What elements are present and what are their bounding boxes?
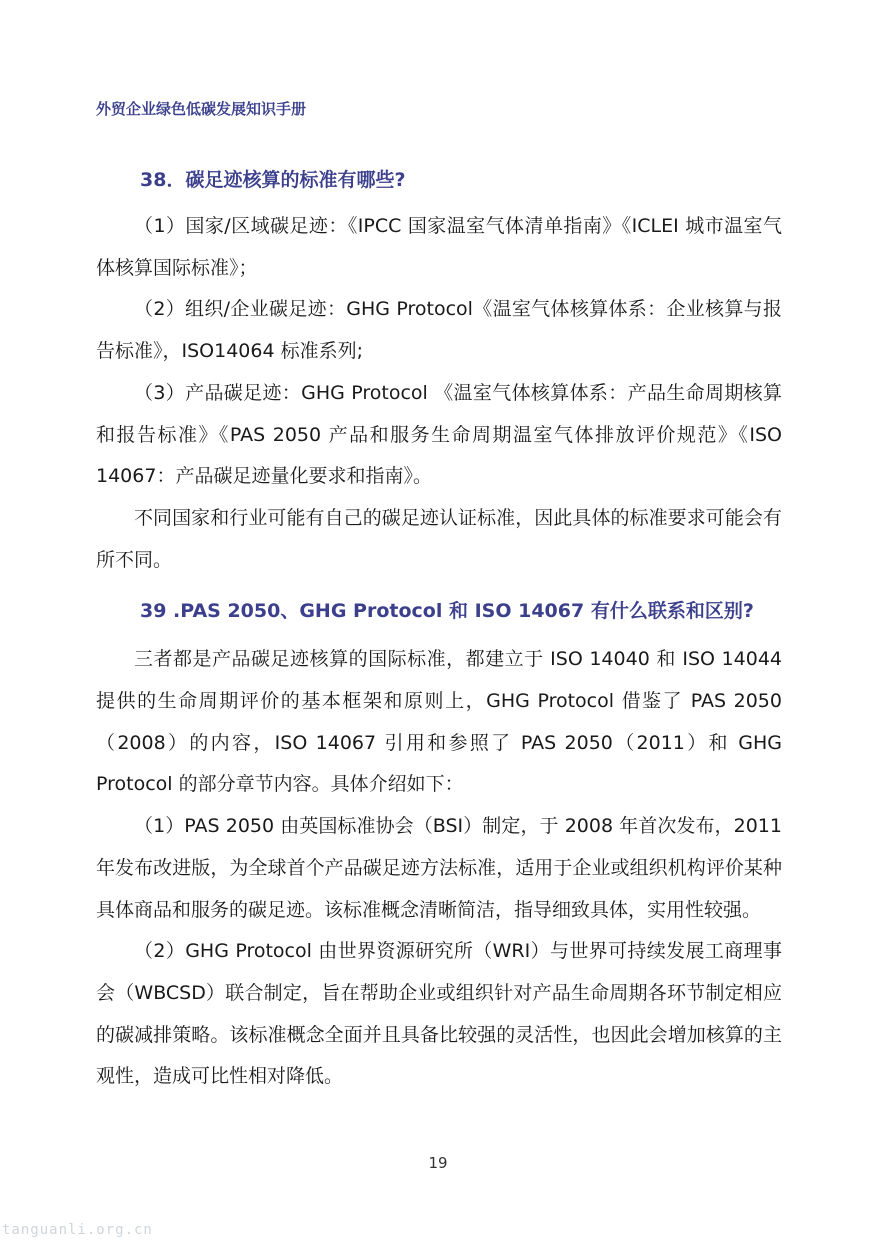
paragraph: 三者都是产品碳足迹核算的国际标准，都建立于 ISO 14040 和 ISO 14044 提供的生命周期评价的基本框架和原则上，GHG Protocol 借鉴了 PAS 2050（2008）的内容，ISO 14067 引用和参照了 PAS 2050（2011）和 GHG Protocol 的部分章节内容。具体介绍如下：	[96, 648, 782, 796]
paragraph: 不同国家和行业可能有自己的碳足迹认证标准，因此具体的标准要求可能会有所不同。	[96, 506, 782, 571]
section-38-body	[96, 206, 782, 581]
paragraph: （1）PAS 2050 由英国标准协会（BSI）制定，于 2008 年首次发布，2011 年发布改进版，为全球首个产品碳足迹方法标准，适用于企业或组织机构评价某种具体商品和服务的碳足迹。该标准概念清晰简洁，指导细致具体，实用性较强。	[96, 815, 782, 921]
page-content	[96, 160, 782, 1098]
running-header: 外贸企业绿色低碳发展知识手册	[96, 100, 307, 118]
watermark: tanguanli.org.cn	[2, 1222, 153, 1238]
paragraph: （1）国家/区域碳足迹：《IPCC 国家温室气体清单指南》《ICLEI 城市温室气体核算国际标准》；	[96, 215, 782, 279]
section-39-body	[96, 639, 782, 1098]
paragraph: （3）产品碳足迹：GHG Protocol 《温室气体核算体系：产品生命周期核算和报告标准》《PAS 2050 产品和服务生命周期温室气体排放评价规范》《ISO 14067：产品碳足迹量化要求和指南》。	[96, 381, 782, 488]
page-number: 19	[428, 1154, 448, 1172]
paragraph: （2）组织/企业碳足迹：GHG Protocol《温室气体核算体系：企业核算与报告标准》，ISO14064 标准系列;	[96, 298, 782, 363]
section-38-heading: 38．碳足迹核算的标准有哪些?	[140, 169, 406, 191]
paragraph: （2）GHG Protocol 由世界资源研究所（WRI）与世界可持续发展工商理事会（WBCSD）联合制定，旨在帮助企业或组织针对产品生命周期各环节制定相应的碳减排策略。该标准概念全面并且具备比较强的灵活性，也因此会增加核算的主观性，造成可比性相对降低。	[96, 940, 782, 1088]
section-39-heading: 39 .PAS 2050、GHG Protocol 和 ISO 14067 有什么联系和区别?	[140, 600, 754, 623]
